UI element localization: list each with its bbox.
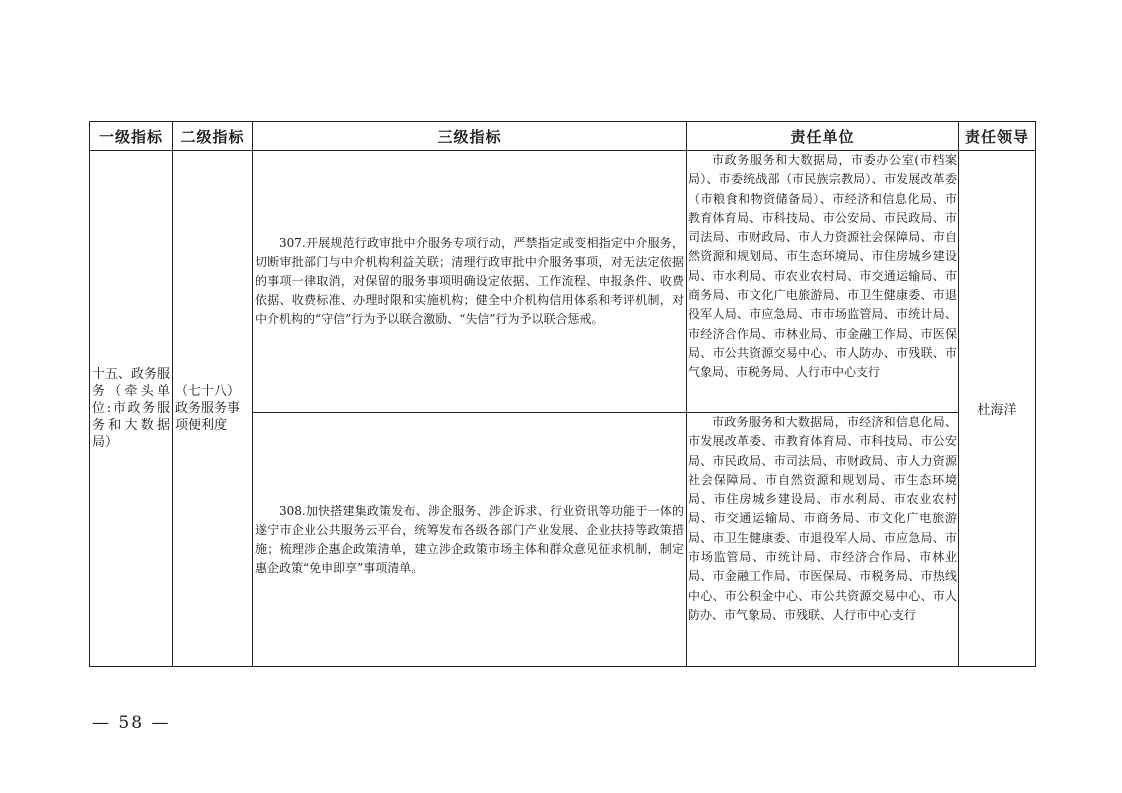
level3-indicator-cell — [253, 151, 687, 413]
indicator-table — [89, 121, 1036, 667]
header-level2: 二级指标 — [173, 122, 253, 151]
header-responsible-leader: 责任领导 — [959, 122, 1036, 151]
responsible-leader-cell — [959, 151, 1036, 667]
level3-indicator-text: 307.开展规范行政审批中介服务专项行动，严禁指定或变相指定中介服务，切断审批部门与中介机构利益关联；清理行政审批中介服务事项，对无法定依据的事项一律取消，对保留的服务事项明确设定依据、工作流程、申报条件、收费依据、收费标准、办理时限和实施机构；健全中介机构信用体系和考评机制，对中介机构的“守信”行为予以联合激励、“失信”行为予以联合惩戒。 — [255, 236, 684, 326]
table-header-row — [90, 122, 1036, 151]
level3-indicator-cell — [253, 413, 687, 667]
table-row — [90, 151, 1036, 413]
level1-indicator-text: 十五、政务服务（牵头单位:市政务服务和大数据局） — [92, 367, 171, 450]
header-level3: 三级指标 — [253, 122, 687, 151]
level1-indicator-cell — [90, 151, 173, 667]
level2-indicator-text: （七十八）政务服务事项便利度 — [175, 384, 241, 433]
responsible-unit-cell — [687, 151, 959, 413]
header-responsible-unit: 责任单位 — [687, 122, 959, 151]
responsible-unit-cell — [687, 413, 959, 667]
responsible-unit-text: 市政务服务和大数据局，市经济和信息化局、市发展改革委、市教育体育局、市科技局、市公安局、市民政局、市司法局、市财政局、市人力资源社会保障局、市自然资源和规划局、市生态环境局、市住房城乡建设局、市水利局、市农业农村局、市交通运输局、市商务局、市文化广电旅游局、市卫生健康委、市退役军人局、市应急局、市市场监管局、市统计局、市经济合作局、市林业局、市金融工作局、市医保局、市税务局、市热线中心、市公积金中心、市公共资源交易中心、市人防办、市气象局、市残联、人行市中心支行 — [688, 415, 957, 622]
header-level1: 一级指标 — [90, 122, 173, 151]
level2-indicator-cell — [173, 151, 253, 667]
level3-indicator-text: 308.加快搭建集政策发布、涉企服务、涉企诉求、行业资讯等功能于一体的遂宁市企业公共服务云平台，统筹发布各级各部门产业发展、企业扶持等政策措施；梳理涉企惠企政策清单，建立涉企政策市场主体和群众意见征求机制，制定惠企政策“免申即享”事项清单。 — [255, 503, 684, 575]
page-number: — 58 — — [92, 713, 171, 733]
responsible-unit-text: 市政务服务和大数据局，市委办公室(市档案局）、市委统战部（市民族宗教局）、市发展改革委（市粮食和物资储备局）、市经济和信息化局、市教育体育局、市科技局、市公安局、市民政局、市司法局、市财政局、市人力资源社会保障局、市自然资源和规划局、市生态环境局、市住房城乡建设局、市水利局、市农业农村局、市交通运输局、市商务局、市文化广电旅游局、市卫生健康委、市退役军人局、市应急局、市市场监管局、市统计局、市经济合作局、市林业局、市金融工作局、市医保局、市公共资源交易中心、市人防办、市残联、市气象局、市税务局、人行市中心支行 — [688, 153, 957, 380]
responsible-leader-text: 杜海洋 — [977, 403, 1017, 418]
